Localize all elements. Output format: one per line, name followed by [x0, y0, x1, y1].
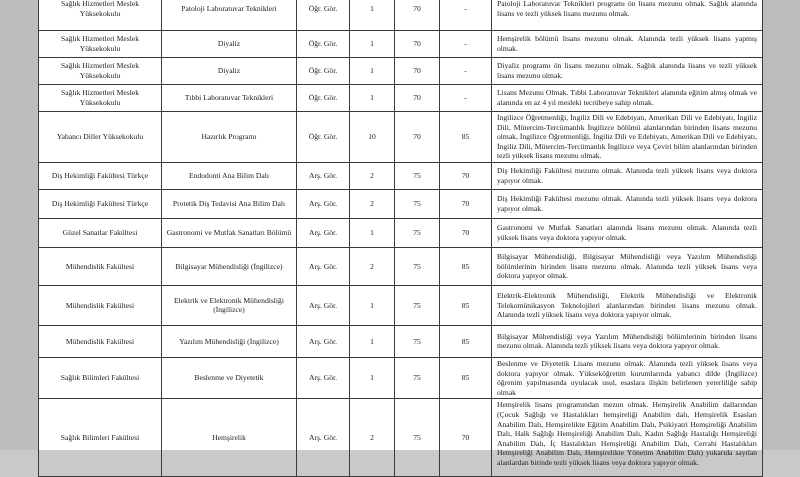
unit-cell: Yabancı Diller Yüksekokulu: [39, 112, 162, 163]
requirements-cell: Hemşirelik bölümü lisans mezunu olmak. Alanında tezli yüksek lisans yapmış olmak.: [492, 31, 763, 58]
requirements-cell: Gastronomi ve Mutfak Sanatları alanında lisans mezunu olmak. Alanında tezli yüksek lisans veya doktora yapıyor olmak.: [492, 218, 763, 247]
table-row: [39, 189, 763, 218]
unit-cell: Sağlık Bilimleri Fakültesi: [39, 357, 162, 398]
title-cell: Arş. Gör.: [297, 285, 350, 325]
language-cell: -: [440, 58, 492, 85]
table-row: [39, 85, 763, 112]
count-cell: 2: [350, 162, 395, 189]
title-cell: Öğr. Gör.: [297, 85, 350, 112]
language-cell: 70: [440, 399, 492, 477]
count-cell: 2: [350, 189, 395, 218]
unit-cell: Diş Hekimliği Fakültesi Türkçe: [39, 189, 162, 218]
requirements-cell: Patoloji Laboratuvar Teknikleri programı ön lisans mezunu olmak. Sağlık alanında lisans ve tezli yüksek lisans mezunu olmak.: [492, 0, 763, 31]
table-row: [39, 218, 763, 247]
requirements-cell: Diş Hekimliği Fakültesi mezunu olmak. Alanında tezli yüksek lisans veya doktora yapıyor olmak.: [492, 189, 763, 218]
department-cell: Protetik Diş Tedavisi Ana Bilim Dalı: [162, 189, 297, 218]
table-row: [39, 58, 763, 85]
unit-cell: Sağlık Hizmetleri Meslek Yüksekokulu: [39, 58, 162, 85]
language-cell: 70: [440, 162, 492, 189]
department-cell: Patoloji Laboratuvar Teknikleri: [162, 0, 297, 31]
department-cell: Elektrik ve Elektronik Mühendisliği (İngilizce): [162, 285, 297, 325]
position-table: [38, 0, 763, 477]
department-cell: Yazılım Mühendisliği (İngilizce): [162, 325, 297, 357]
ales-cell: 75: [395, 399, 440, 477]
count-cell: 1: [350, 357, 395, 398]
requirements-cell: Bilgisayar Mühendisliği veya Yazılım Mühendisliği bölümlerinin birinden lisans mezunu olmak. Alanında tezli yüksek lisans veya doktora yapıyor olmak.: [492, 325, 763, 357]
table-row: [39, 247, 763, 285]
ales-cell: 75: [395, 247, 440, 285]
language-cell: -: [440, 31, 492, 58]
ales-cell: 75: [395, 357, 440, 398]
table-row: [39, 285, 763, 325]
title-cell: Arş. Gör.: [297, 189, 350, 218]
department-cell: Endodonti Ana Bilim Dalı: [162, 162, 297, 189]
title-cell: Arş. Gör.: [297, 218, 350, 247]
title-cell: Öğr. Gör.: [297, 31, 350, 58]
page-margin-right: [762, 0, 800, 450]
requirements-cell: Diş Hekimliği Fakültesi mezunu olmak. Alanında tezli yüksek lisans veya doktora yapıyor olmak.: [492, 162, 763, 189]
ales-cell: 70: [395, 31, 440, 58]
requirements-cell: Hemşirelik lisans programından mezun olmak. Hemşirelik Anabilim dallarından (Çocuk Sağlığı ve Hastalıkları hemşireliği Anabilim dalı, Hemşirelik Esasları Anabilim Dalı, Hemşirelikte Eğitim Anabilim Dalı, Psikiyatri Hemşireliği Anabilim Dalı, Halk Sağlığı Hemşireliği Anabilim Dalı, Kadın Sağlığı Hastalığı Hemşireliği Anabilim Dalı, İç Hastalıkları Hemşireliği Anabilim Dalı, Cerrahi Hastalıkları Hemşireliği Anabilim Dalı, Hemşirelikte Yönetim Anabilim Dalı) yukarıda sayılan alanlardan birinde tezli yüksek lisans veya doktora yapıyor olmak.: [492, 399, 763, 477]
unit-cell: Mühendislik Fakültesi: [39, 247, 162, 285]
unit-cell: Güzel Sanatlar Fakültesi: [39, 218, 162, 247]
unit-cell: Sağlık Hizmetleri Meslek Yüksekokulu: [39, 0, 162, 31]
document-page: [38, 0, 762, 467]
language-cell: -: [440, 85, 492, 112]
count-cell: 2: [350, 399, 395, 477]
department-cell: Diyaliz: [162, 31, 297, 58]
count-cell: 1: [350, 325, 395, 357]
requirements-cell: Beslenme ve Diyetetik Lisans mezunu olmak. Alanında tezli yüksek lisans veya doktora yapıyor olmak. Yükseköğretim kurumlarında yabancı dilde (İngilizce) öğrenim yapılmasında uyulacak usul, esaslara ilişkin belirlenen yeterliliğe sahip olmak: [492, 357, 763, 398]
language-cell: 85: [440, 357, 492, 398]
unit-cell: Sağlık Hizmetleri Meslek Yüksekokulu: [39, 85, 162, 112]
language-cell: 85: [440, 285, 492, 325]
unit-cell: Diş Hekimliği Fakültesi Türkçe: [39, 162, 162, 189]
requirements-cell: İngilizce Öğretmenliği, İngiliz Dili ve Edebiyatı, Amerikan Dili ve Edebiyatı, İngiliz Dili, Mütercim-Tercümanlık İngilizce bölümü alanlarından birinden lisans mezunu olmak, İngilizce Öğretmenliği, İngiliz Dili ve Edebiyatı, Amerikan Dili ve Edebiyatı, İngiliz Dili, Mütercim-Tercümanlık İngilizce veya Çeviri bilim alanlarından birinden tezli yüksek lisans mezunu olmak.: [492, 112, 763, 163]
title-cell: Öğr. Gör.: [297, 58, 350, 85]
language-cell: -: [440, 0, 492, 31]
count-cell: 1: [350, 31, 395, 58]
ales-cell: 70: [395, 58, 440, 85]
count-cell: 1: [350, 0, 395, 31]
requirements-cell: Elektrik-Elektronik Mühendisliği, Elektrik Mühendisliği ve Elektronik Telekomünikasyon Teknolojileri alanlarından birinden lisans mezunu olmak. Alanında tezli yüksek lisans veya doktora yapıyor olmak.: [492, 285, 763, 325]
unit-cell: Sağlık Hizmetleri Meslek Yüksekokulu: [39, 31, 162, 58]
ales-cell: 75: [395, 325, 440, 357]
table-row: [39, 399, 763, 477]
table-row: [39, 112, 763, 163]
ales-cell: 70: [395, 85, 440, 112]
title-cell: Öğr. Gör.: [297, 0, 350, 31]
title-cell: Arş. Gör.: [297, 399, 350, 477]
ales-cell: 75: [395, 189, 440, 218]
ales-cell: 70: [395, 0, 440, 31]
ales-cell: 75: [395, 285, 440, 325]
table-row: [39, 357, 763, 398]
requirements-cell: Lisans Mezunu Olmak. Tıbbi Laboratuvar Teknikleri alanında eğitim almış olmak ve alanında en az 4 yıl mesleki tecrübeye sahip olmak.: [492, 85, 763, 112]
title-cell: Öğr. Gör.: [297, 112, 350, 163]
count-cell: 1: [350, 285, 395, 325]
table-row: [39, 162, 763, 189]
count-cell: 1: [350, 218, 395, 247]
table-row: [39, 31, 763, 58]
language-cell: 85: [440, 325, 492, 357]
title-cell: Arş. Gör.: [297, 247, 350, 285]
count-cell: 1: [350, 85, 395, 112]
department-cell: Hazırlık Programı: [162, 112, 297, 163]
language-cell: 70: [440, 189, 492, 218]
title-cell: Arş. Gör.: [297, 357, 350, 398]
ales-cell: 75: [395, 162, 440, 189]
count-cell: 10: [350, 112, 395, 163]
language-cell: 85: [440, 247, 492, 285]
ales-cell: 70: [395, 112, 440, 163]
language-cell: 85: [440, 112, 492, 163]
language-cell: 70: [440, 218, 492, 247]
unit-cell: Sağlık Bilimleri Fakültesi: [39, 399, 162, 477]
department-cell: Tıbbi Laboratuvar Teknikleri: [162, 85, 297, 112]
title-cell: Arş. Gör.: [297, 162, 350, 189]
count-cell: 1: [350, 58, 395, 85]
ales-cell: 75: [395, 218, 440, 247]
title-cell: Arş. Gör.: [297, 325, 350, 357]
count-cell: 2: [350, 247, 395, 285]
table-row: [39, 0, 763, 31]
department-cell: Bilgisayar Mühendisliği (İngilizce): [162, 247, 297, 285]
department-cell: Hemşirelik: [162, 399, 297, 477]
page-margin-left: [0, 0, 38, 450]
requirements-cell: Diyaliz programı ön lisans mezunu olmak. Sağlık alanında lisans ve tezli yüksek lisans mezunu olmak.: [492, 58, 763, 85]
department-cell: Diyaliz: [162, 58, 297, 85]
department-cell: Beslenme ve Diyetetik: [162, 357, 297, 398]
unit-cell: Mühendislik Fakültesi: [39, 285, 162, 325]
department-cell: Gastronomi ve Mutfak Sanatları Bölümü: [162, 218, 297, 247]
requirements-cell: Bilgisayar Mühendisliği, Bilgisayar Mühendisliği veya Yazılım Mühendisliği bölümlerinin birinden lisans mezunu olmak. Alanında tezli yüksek lisans veya doktora yapıyor olmak.: [492, 247, 763, 285]
table-row: [39, 325, 763, 357]
unit-cell: Mühendislik Fakültesi: [39, 325, 162, 357]
